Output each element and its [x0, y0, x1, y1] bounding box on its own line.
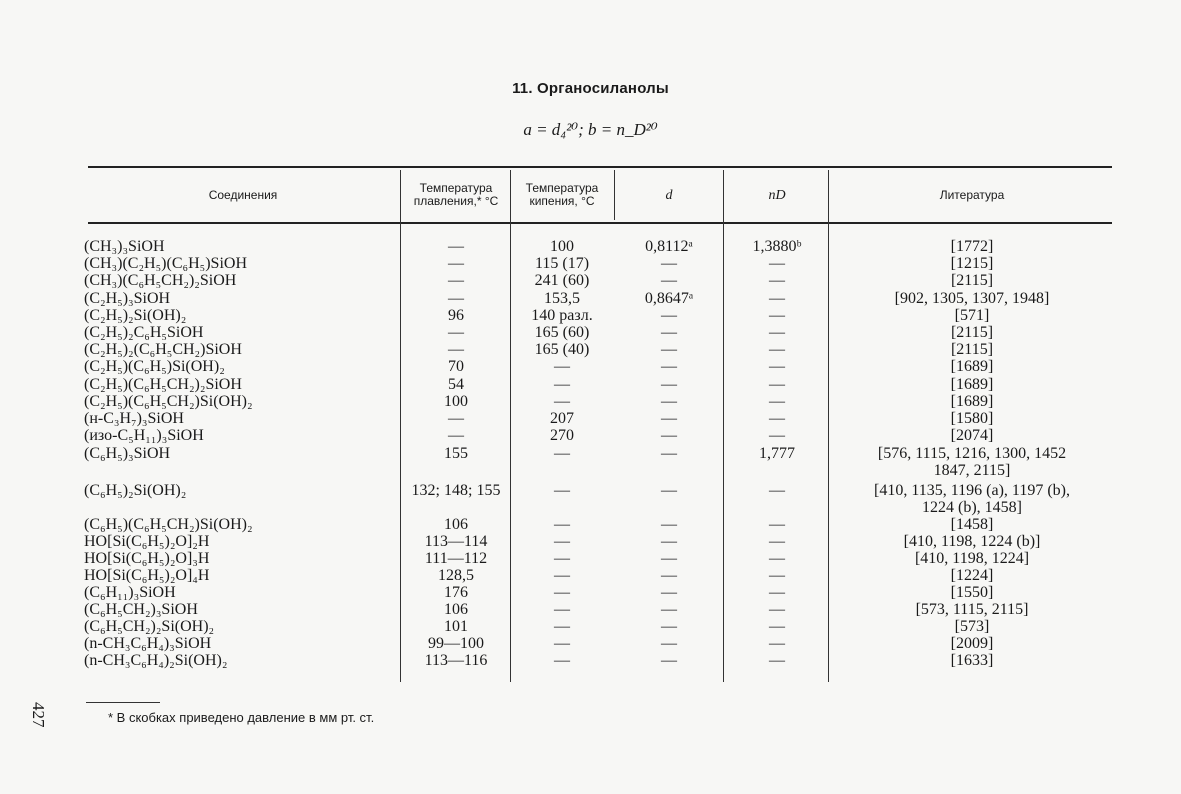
density-cell: 0,8647ᵃ — [644, 290, 694, 307]
table-row — [0, 307, 1181, 324]
melting-point-cell: — — [448, 410, 464, 427]
table-title: 11. Органосиланолы — [512, 80, 669, 97]
literature-cell-continued: 1847, 2115] — [933, 462, 1011, 479]
compound-cell: (n-CH₃C₆H₄)₃SiOH — [84, 635, 212, 652]
boiling-point-cell: — — [554, 393, 570, 410]
literature-cell: [1580] — [950, 410, 994, 427]
compound-cell: (изо-C₅H₁₁)₃SiOH — [84, 427, 204, 444]
density-cell: — — [661, 307, 677, 324]
refractive-index-cell: — — [769, 358, 785, 375]
literature-cell: [1772] — [950, 238, 994, 255]
density-cell: — — [661, 427, 677, 444]
table-row — [0, 410, 1181, 427]
melting-point-cell: 113—116 — [424, 652, 488, 669]
table-row — [0, 482, 1181, 516]
density-cell: — — [661, 393, 677, 410]
melting-point-cell: — — [448, 272, 464, 289]
refractive-index-cell: — — [769, 550, 785, 567]
melting-point-cell: — — [448, 324, 464, 341]
table-row — [0, 290, 1181, 307]
literature-cell: [1689] — [950, 376, 994, 393]
refractive-index-cell: — — [769, 272, 785, 289]
melting-point-cell: — — [448, 238, 464, 255]
density-cell: — — [661, 567, 677, 584]
density-cell: — — [661, 410, 677, 427]
density-cell: — — [661, 550, 677, 567]
literature-cell: [1550] — [950, 584, 994, 601]
refractive-index-cell: 1,777 — [759, 445, 795, 462]
compound-cell: (C₂H₅)₂Si(OH)₂ — [84, 307, 187, 324]
literature-cell: [576, 1115, 1216, 1300, 1452 — [877, 445, 1067, 462]
melting-point-cell: 54 — [448, 376, 464, 393]
literature-cell: [2074] — [950, 427, 994, 444]
density-cell: — — [661, 584, 677, 601]
literature-cell: [2115] — [950, 324, 994, 341]
table-row — [0, 618, 1181, 635]
table-subtitle: a = d₄²⁰; b = n_D²⁰ — [523, 120, 658, 139]
boiling-point-cell: — — [554, 376, 570, 393]
melting-point-cell: 99—100 — [428, 635, 484, 652]
table-row — [0, 393, 1181, 410]
compound-cell: (C₂H₅)₂(C₆H₅CH₂)SiOH — [84, 341, 242, 358]
header-compound: Соединения — [208, 187, 278, 202]
boiling-point-cell: — — [554, 533, 570, 550]
table-row — [0, 445, 1181, 479]
table-row — [0, 550, 1181, 567]
refractive-index-cell: — — [769, 410, 785, 427]
melting-point-cell: — — [448, 427, 464, 444]
boiling-point-cell: — — [554, 445, 570, 462]
boiling-point-cell: — — [554, 567, 570, 584]
literature-cell: [2009] — [950, 635, 994, 652]
literature-cell: [1458] — [950, 516, 994, 533]
density-cell: — — [661, 376, 677, 393]
literature-cell: [2115] — [950, 341, 994, 358]
compound-cell: (C₂H₅)(C₆H₅CH₂)₂SiOH — [84, 376, 242, 393]
boiling-point-cell: 165 (60) — [534, 324, 590, 341]
melting-point-cell: 106 — [444, 601, 468, 618]
melting-point-cell: 132; 148; 155 — [411, 482, 501, 499]
header-rule — [88, 222, 1112, 224]
refractive-index-cell: — — [769, 393, 785, 410]
literature-cell: [1689] — [950, 393, 994, 410]
literature-cell: [410, 1198, 1224 (b)] — [903, 533, 1041, 550]
refractive-index-cell: — — [769, 652, 785, 669]
boiling-point-cell: — — [554, 635, 570, 652]
compound-cell: (C₆H₅CH₂)₃SiOH — [84, 601, 198, 618]
refractive-index-cell: — — [769, 341, 785, 358]
boiling-point-cell: — — [554, 584, 570, 601]
compound-cell: (C₆H₅)(C₆H₅CH₂)Si(OH)₂ — [84, 516, 253, 533]
melting-point-cell: 155 — [444, 445, 468, 462]
refractive-index-cell: 1,3880ᵇ — [752, 238, 802, 255]
table-row — [0, 324, 1181, 341]
refractive-index-cell: — — [769, 307, 785, 324]
table-row — [0, 427, 1181, 444]
compound-cell: HO[Si(C₆H₅)₂O]₄H — [84, 567, 210, 584]
melting-point-cell: — — [448, 290, 464, 307]
compound-cell: (C₆H₁₁)₃SiOH — [84, 584, 176, 601]
refractive-index-cell: — — [769, 516, 785, 533]
melting-point-cell: 70 — [448, 358, 464, 375]
page-number: 427 — [29, 702, 48, 728]
literature-cell: [573, 1115, 2115] — [915, 601, 1029, 618]
density-cell: — — [661, 358, 677, 375]
compound-cell: (n-CH₃C₆H₄)₂Si(OH)₂ — [84, 652, 228, 669]
melting-point-cell: 100 — [444, 393, 468, 410]
table-row — [0, 584, 1181, 601]
density-cell: — — [661, 324, 677, 341]
compound-cell: (CH₃)₃SiOH — [84, 238, 165, 255]
top-rule — [88, 166, 1112, 168]
table-row — [0, 341, 1181, 358]
compound-cell: (C₂H₅)₃SiOH — [84, 290, 171, 307]
literature-cell: [571] — [954, 307, 990, 324]
table-row — [0, 376, 1181, 393]
boiling-point-cell: — — [554, 550, 570, 567]
boiling-point-cell: — — [554, 358, 570, 375]
boiling-point-cell: 207 — [550, 410, 574, 427]
melting-point-cell: — — [448, 255, 464, 272]
density-cell: — — [661, 652, 677, 669]
table-row — [0, 238, 1181, 255]
density-cell: — — [661, 533, 677, 550]
compound-cell: (C₆H₅)₃SiOH — [84, 445, 171, 462]
header-melting: Температура плавления,* °C — [413, 181, 499, 208]
header-literature: Литература — [939, 187, 1005, 202]
melting-point-cell: 96 — [448, 307, 464, 324]
refractive-index-cell: — — [769, 601, 785, 618]
literature-cell: [410, 1135, 1196 (a), 1197 (b), — [874, 482, 1070, 499]
table-row — [0, 516, 1181, 533]
density-cell: — — [661, 601, 677, 618]
literature-cell: [1224] — [950, 567, 994, 584]
boiling-point-cell: 241 (60) — [534, 272, 590, 289]
boiling-point-cell: — — [554, 516, 570, 533]
boiling-point-cell: 270 — [550, 427, 574, 444]
boiling-point-cell: 100 — [550, 238, 574, 255]
compound-cell: (н-C₃H₇)₃SiOH — [84, 410, 184, 427]
melting-point-cell: 101 — [444, 618, 468, 635]
compound-cell: HO[Si(C₆H₅)₂O]₃H — [84, 550, 210, 567]
density-cell: 0,8112ᵃ — [645, 238, 693, 255]
density-cell: — — [661, 482, 677, 499]
literature-cell: [1215] — [950, 255, 994, 272]
melting-point-cell: 128,5 — [438, 567, 474, 584]
refractive-index-cell: — — [769, 376, 785, 393]
refractive-index-cell: — — [769, 427, 785, 444]
refractive-index-cell: — — [769, 533, 785, 550]
footnote-rule — [86, 702, 160, 703]
boiling-point-cell: — — [554, 482, 570, 499]
compound-cell: (C₆H₅CH₂)₂Si(OH)₂ — [84, 618, 215, 635]
boiling-point-cell: — — [554, 601, 570, 618]
header-density: d — [665, 187, 673, 203]
table-row — [0, 272, 1181, 289]
table-row — [0, 358, 1181, 375]
table-row — [0, 601, 1181, 618]
refractive-index-cell: — — [769, 255, 785, 272]
refractive-index-cell: — — [769, 290, 785, 307]
header-refractive-index: nD — [768, 187, 786, 203]
table-row — [0, 255, 1181, 272]
literature-cell: [1689] — [950, 358, 994, 375]
literature-cell: [410, 1198, 1224] — [914, 550, 1030, 567]
density-cell: — — [661, 516, 677, 533]
boiling-point-cell: 140 разл. — [531, 307, 593, 324]
compound-cell: (C₂H₅)(C₆H₅)Si(OH)₂ — [84, 358, 225, 375]
table-row — [0, 635, 1181, 652]
literature-cell: [573] — [954, 618, 990, 635]
compound-cell: (CH₃)(C₆H₅CH₂)₂SiOH — [84, 272, 237, 289]
compound-cell: (CH₃)(C₂H₅)(C₆H₅)SiOH — [84, 255, 247, 272]
compound-cell: (C₂H₅)₂C₆H₅SiOH — [84, 324, 204, 341]
compound-cell: (C₂H₅)(C₆H₅CH₂)Si(OH)₂ — [84, 393, 253, 410]
density-cell: — — [661, 272, 677, 289]
literature-cell: [902, 1305, 1307, 1948] — [894, 290, 1050, 307]
literature-cell: [2115] — [950, 272, 994, 289]
melting-point-cell: 113—114 — [424, 533, 488, 550]
boiling-point-cell: — — [554, 618, 570, 635]
density-cell: — — [661, 618, 677, 635]
refractive-index-cell: — — [769, 635, 785, 652]
boiling-point-cell: 153,5 — [544, 290, 580, 307]
table-row — [0, 533, 1181, 550]
footnote: * В скобках приведено давление в мм рт. ст. — [108, 710, 375, 725]
table-row — [0, 652, 1181, 669]
density-cell: — — [661, 445, 677, 462]
melting-point-cell: — — [448, 341, 464, 358]
melting-point-cell: 111—112 — [424, 550, 488, 567]
boiling-point-cell: 115 (17) — [534, 255, 590, 272]
refractive-index-cell: — — [769, 618, 785, 635]
melting-point-cell: 176 — [444, 584, 468, 601]
literature-cell-continued: 1224 (b), 1458] — [922, 499, 1022, 516]
refractive-index-cell: — — [769, 567, 785, 584]
table-row — [0, 567, 1181, 584]
literature-cell: [1633] — [950, 652, 994, 669]
boiling-point-cell: 165 (40) — [534, 341, 590, 358]
compound-cell: (C₆H₅)₂Si(OH)₂ — [84, 482, 187, 499]
compound-cell: HO[Si(C₆H₅)₂O]₂H — [84, 533, 210, 550]
boiling-point-cell: — — [554, 652, 570, 669]
melting-point-cell: 106 — [444, 516, 468, 533]
refractive-index-cell: — — [769, 482, 785, 499]
density-cell: — — [661, 635, 677, 652]
density-cell: — — [661, 255, 677, 272]
refractive-index-cell: — — [769, 324, 785, 341]
refractive-index-cell: — — [769, 584, 785, 601]
density-cell: — — [661, 341, 677, 358]
column-divider — [614, 170, 615, 220]
header-boiling: Температура кипения, °C — [525, 181, 599, 208]
